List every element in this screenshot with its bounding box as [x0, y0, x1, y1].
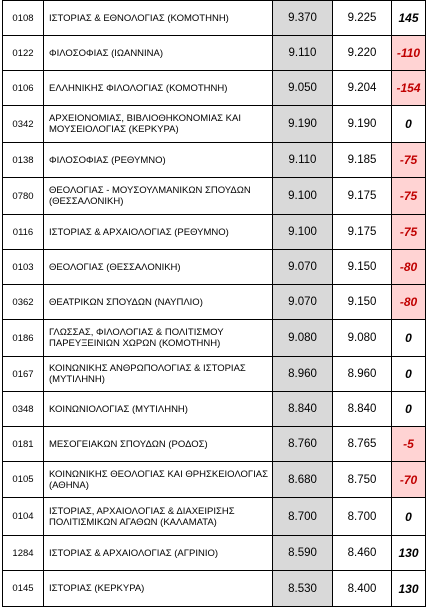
score-difference: -154 — [392, 71, 426, 106]
department-name: ΙΣΤΟΡΙΑΣ & ΑΡΧΑΙΟΛΟΓΙΑΣ (ΑΓΡΙΝΙΟ) — [44, 536, 273, 571]
department-name: ΘΕΑΤΡΙΚΩΝ ΣΠΟΥΔΩΝ (ΝΑΥΠΛΙΟ) — [44, 285, 273, 320]
department-name: ΙΣΤΟΡΙΑΣ, ΑΡΧΑΙΟΛΟΓΙΑΣ & ΔΙΑΧΕΙΡΙΣΗΣ ΠΟΛΙΤΙΣΜΙΚΩΝ ΑΓΑΘΩΝ (ΚΑΛΑΜΑΤΑ) — [44, 498, 273, 536]
department-code: 0122 — [3, 36, 44, 71]
table-row — [3, 71, 426, 106]
score-previous: 8.840 — [273, 392, 333, 427]
score-previous: 9.070 — [273, 285, 333, 320]
department-name: ΜΕΣΟΓΕΙΑΚΩΝ ΣΠΟΥΔΩΝ (ΡΟΔΟΣ) — [44, 427, 273, 462]
score-difference: 130 — [392, 571, 426, 607]
score-current: 8.765 — [333, 427, 392, 462]
department-code: 0167 — [3, 357, 44, 392]
score-previous: 9.370 — [273, 1, 333, 36]
department-code: 0104 — [3, 498, 44, 536]
department-name: ΚΟΙΝΩΝΙΚΗΣ ΑΝΘΡΩΠΟΛΟΓΙΑΣ & ΙΣΤΟΡΙΑΣ (ΜΥΤΙΛΗΝΗ) — [44, 357, 273, 392]
department-name: ΙΣΤΟΡΙΑΣ (ΚΕΡΚΥΡΑ) — [44, 571, 273, 607]
department-code: 0145 — [3, 571, 44, 607]
table-row — [3, 215, 426, 250]
score-previous: 9.110 — [273, 143, 333, 178]
score-previous: 9.100 — [273, 178, 333, 215]
score-previous: 9.190 — [273, 106, 333, 143]
score-previous: 8.760 — [273, 427, 333, 462]
score-difference: 0 — [392, 498, 426, 536]
department-code: 0105 — [3, 462, 44, 498]
department-name: ΚΟΙΝΩΝΙΚΗΣ ΘΕΟΛΟΓΙΑΣ ΚΑΙ ΘΡΗΣΚΕΙΟΛΟΓΙΑΣ (ΑΘΗΝΑ) — [44, 462, 273, 498]
department-code: 0116 — [3, 215, 44, 250]
score-difference: -80 — [392, 250, 426, 285]
department-code: 0108 — [3, 1, 44, 36]
scores-table — [2, 0, 426, 607]
score-difference: -75 — [392, 178, 426, 215]
score-current: 9.150 — [333, 285, 392, 320]
score-difference: -75 — [392, 215, 426, 250]
score-previous: 9.110 — [273, 36, 333, 71]
score-difference: 0 — [392, 392, 426, 427]
score-current: 8.460 — [333, 536, 392, 571]
score-difference: -75 — [392, 143, 426, 178]
table-row — [3, 357, 426, 392]
score-difference: 130 — [392, 536, 426, 571]
score-difference: 145 — [392, 1, 426, 36]
score-current: 9.190 — [333, 106, 392, 143]
score-current: 9.175 — [333, 178, 392, 215]
department-name: ΦΙΛΟΣΟΦΙΑΣ (ΙΩΑΝΝΙΝΑ) — [44, 36, 273, 71]
score-current: 9.220 — [333, 36, 392, 71]
department-name: ΕΛΛΗΝΙΚΗΣ ΦΙΛΟΛΟΓΙΑΣ (ΚΟΜΟΤΗΝΗ) — [44, 71, 273, 106]
department-code: 0362 — [3, 285, 44, 320]
score-previous: 9.050 — [273, 71, 333, 106]
department-code: 0780 — [3, 178, 44, 215]
table-row — [3, 427, 426, 462]
table-row — [3, 178, 426, 215]
table-row — [3, 36, 426, 71]
department-name: ΦΙΛΟΣΟΦΙΑΣ (ΡΕΘΥΜΝΟ) — [44, 143, 273, 178]
score-difference: -110 — [392, 36, 426, 71]
department-code: 0106 — [3, 71, 44, 106]
department-name: ΘΕΟΛΟΓΙΑΣ - ΜΟΥΣΟΥΛΜΑΝΙΚΩΝ ΣΠΟΥΔΩΝ (ΘΕΣΣΑΛΟΝΙΚΗ) — [44, 178, 273, 215]
table-row — [3, 285, 426, 320]
table-row — [3, 320, 426, 357]
score-previous: 9.080 — [273, 320, 333, 357]
score-current: 8.700 — [333, 498, 392, 536]
table-row — [3, 462, 426, 498]
department-code: 0103 — [3, 250, 44, 285]
score-previous: 9.100 — [273, 215, 333, 250]
department-code: 0181 — [3, 427, 44, 462]
score-difference: -5 — [392, 427, 426, 462]
department-code: 1284 — [3, 536, 44, 571]
table-row — [3, 143, 426, 178]
department-name: ΙΣΤΟΡΙΑΣ & ΕΘΝΟΛΟΓΙΑΣ (ΚΟΜΟΤΗΝΗ) — [44, 1, 273, 36]
score-previous: 8.960 — [273, 357, 333, 392]
score-current: 8.960 — [333, 357, 392, 392]
table-body — [3, 1, 426, 607]
table-row — [3, 536, 426, 571]
table-row — [3, 392, 426, 427]
table-row — [3, 571, 426, 607]
score-previous: 8.700 — [273, 498, 333, 536]
table-row — [3, 1, 426, 36]
department-name: ΙΣΤΟΡΙΑΣ & ΑΡΧΑΙΟΛΟΓΙΑΣ (ΡΕΘΥΜΝΟ) — [44, 215, 273, 250]
score-current: 9.204 — [333, 71, 392, 106]
score-difference: 0 — [392, 320, 426, 357]
score-difference: -70 — [392, 462, 426, 498]
department-name: ΚΟΙΝΩΝΙΟΛΟΓΙΑΣ (ΜΥΤΙΛΗΝΗ) — [44, 392, 273, 427]
table-row — [3, 106, 426, 143]
department-code: 0348 — [3, 392, 44, 427]
score-current: 8.750 — [333, 462, 392, 498]
score-difference: -80 — [392, 285, 426, 320]
score-current: 9.150 — [333, 250, 392, 285]
table-row — [3, 498, 426, 536]
score-previous: 8.530 — [273, 571, 333, 607]
score-current: 9.175 — [333, 215, 392, 250]
department-name: ΑΡΧΕΙΟΝΟΜΙΑΣ, ΒΙΒΛΙΟΘΗΚΟΝΟΜΙΑΣ ΚΑΙ ΜΟΥΣΕΙΟΛΟΓΙΑΣ (ΚΕΡΚΥΡΑ) — [44, 106, 273, 143]
score-previous: 8.680 — [273, 462, 333, 498]
table-row — [3, 250, 426, 285]
score-current: 8.400 — [333, 571, 392, 607]
score-difference: 0 — [392, 357, 426, 392]
score-current: 8.840 — [333, 392, 392, 427]
department-name: ΘΕΟΛΟΓΙΑΣ (ΘΕΣΣΑΛΟΝΙΚΗ) — [44, 250, 273, 285]
department-code: 0342 — [3, 106, 44, 143]
department-code: 0186 — [3, 320, 44, 357]
department-code: 0138 — [3, 143, 44, 178]
department-name: ΓΛΩΣΣΑΣ, ΦΙΛΟΛΟΓΙΑΣ & ΠΟΛΙΤΙΣΜΟΥ ΠΑΡΕΥΞΕΙΝΙΩΝ ΧΩΡΩΝ (ΚΟΜΟΤΗΝΗ) — [44, 320, 273, 357]
score-current: 9.080 — [333, 320, 392, 357]
score-current: 9.185 — [333, 143, 392, 178]
score-current: 9.225 — [333, 1, 392, 36]
score-difference: 0 — [392, 106, 426, 143]
score-previous: 8.590 — [273, 536, 333, 571]
score-previous: 9.070 — [273, 250, 333, 285]
